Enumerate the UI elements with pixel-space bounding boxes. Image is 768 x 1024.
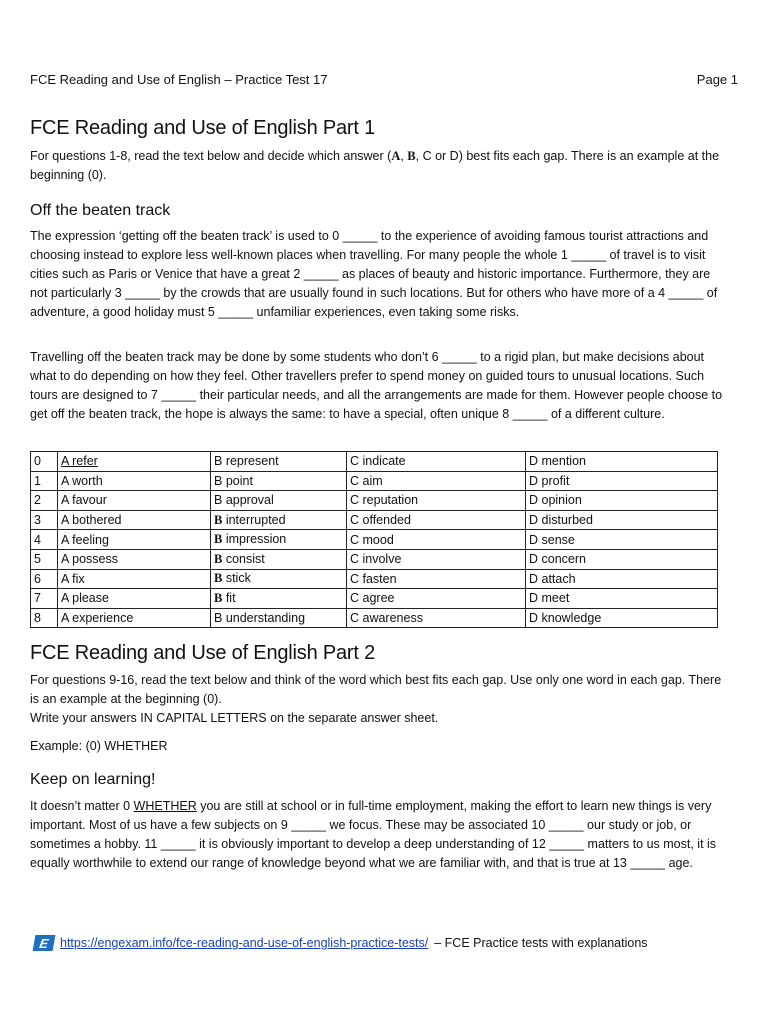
question-number: 0 <box>31 452 58 472</box>
question-number: 1 <box>31 471 58 491</box>
option-d: D disturbed <box>526 510 718 530</box>
part1-instructions: For questions 1-8, read the text below and decide which answer (A, B, C or D) best fits each gap. There is an example at the beginning (0). <box>30 149 720 182</box>
option-a: A please <box>58 589 211 609</box>
header-title: FCE Reading and Use of English – Practice Test 17 <box>30 72 328 87</box>
options-row <box>31 471 718 491</box>
option-b <box>211 530 347 550</box>
option-b-word: point <box>222 473 253 488</box>
footer-tagline: – FCE Practice tests with explanations <box>434 936 648 950</box>
option-d: D opinion <box>526 491 718 511</box>
question-number: 5 <box>31 549 58 569</box>
engexam-link[interactable]: https://engexam.info/fce-reading-and-use-of-english-practice-tests/ <box>60 936 429 950</box>
options-row <box>31 549 718 569</box>
option-b-letter: B <box>214 512 223 527</box>
option-c: C offended <box>347 510 526 530</box>
option-c: C involve <box>347 549 526 569</box>
option-b-letter: B <box>214 493 223 508</box>
part1-heading: FCE Reading and Use of English Part 1 <box>30 117 376 139</box>
running-header <box>30 72 738 87</box>
option-d: D concern <box>526 549 718 569</box>
option-b <box>211 608 347 628</box>
option-b-word: impression <box>222 532 287 547</box>
option-b-word: approval <box>222 493 274 508</box>
footer <box>34 935 648 951</box>
options-row <box>31 569 718 589</box>
option-b <box>211 471 347 491</box>
instr-letter-b: B <box>407 149 416 163</box>
part1-paragraph-2: Travelling off the beaten track may be done by some students who don’t 6 _____ to a rigid plan, but make decisions about what to do depending on how they feel. Other travellers prefer to spend money on guided tours to unusual locations. Such tours are designed to 7 _____ their particular needs, and all the arrangements are made for them. However people choose to get off the beaten track, the hope is always the same: to have a special, often unique 8 _____ of a different culture. <box>30 350 723 421</box>
option-b-letter: B <box>214 590 223 605</box>
option-d: D meet <box>526 589 718 609</box>
options-row <box>31 510 718 530</box>
option-d: D mention <box>526 452 718 472</box>
option-a: A feeling <box>58 530 211 550</box>
option-c: C fasten <box>347 569 526 589</box>
option-b-word: represent <box>222 454 279 469</box>
options-row <box>31 589 718 609</box>
option-a: A worth <box>58 471 211 491</box>
options-row <box>31 491 718 511</box>
part1-paragraph-1: The expression ‘getting off the beaten track’ is used to 0 _____ to the experience of avoiding famous tourist attractions and choosing instead to explore less well-known places when travelling. For many people the whole 1 _____ of travel is to visit cities such as Paris or Venice that have a great 2 _____ as places of beauty and historic importance. Furthermore, they are not particularly 3 _____ by the crowds that are usually found in such locations. But for others who have more of a 4 _____ of adventure, a good holiday must 5 _____ unfamiliar experiences, even taking some risks. <box>30 229 718 319</box>
option-c: C indicate <box>347 452 526 472</box>
example-correct-option: A refer <box>61 454 98 469</box>
option-b <box>211 569 347 589</box>
option-d: D profit <box>526 471 718 491</box>
option-b <box>211 491 347 511</box>
option-d: D knowledge <box>526 608 718 628</box>
option-c: C aim <box>347 471 526 491</box>
option-b-word: interrupted <box>222 512 286 527</box>
part2-heading: FCE Reading and Use of English Part 2 <box>30 642 376 664</box>
option-c: C agree <box>347 589 526 609</box>
options-table <box>30 451 718 628</box>
option-b-letter: B <box>214 473 223 488</box>
option-a: A bothered <box>58 510 211 530</box>
question-number: 2 <box>31 491 58 511</box>
options-row <box>31 608 718 628</box>
page-number: Page 1 <box>696 72 738 87</box>
part2-text-title: Keep on learning! <box>30 771 156 788</box>
question-number: 7 <box>31 589 58 609</box>
option-a: A experience <box>58 608 211 628</box>
question-number: 3 <box>31 510 58 530</box>
option-b-letter: B <box>214 571 223 586</box>
instr-letter-a: A <box>391 149 401 163</box>
option-a: A possess <box>58 549 211 569</box>
option-a <box>58 452 211 472</box>
option-b-word: fit <box>222 590 236 605</box>
option-b-word: understanding <box>222 611 306 626</box>
part2-paragraph: It doesn’t matter 0 WHETHER you are still at school or in full-time employment, making the effort to learn new things is very important. Most of us have a few subjects on 9 _____ we focus. These may be associated 10 _____ our study or job, or sometimes a hobby. 11 _____ it is obviously important to develop a deep understanding of 12 _____ matters to us most, it is equally worthwhile to extend our range of knowledge beyond what we are familiar with, and that is true at 13 _____ age. <box>30 799 717 870</box>
example-answer: WHETHER <box>133 799 197 813</box>
option-c: C awareness <box>347 608 526 628</box>
question-number: 6 <box>31 569 58 589</box>
question-number: 4 <box>31 530 58 550</box>
option-b-letter: B <box>214 532 223 547</box>
option-b <box>211 452 347 472</box>
option-b <box>211 549 347 569</box>
part2-instructions: For questions 9-16, read the text below and think of the word which best fits each gap. Use only one word in each gap. There is an example at the beginning (0). <box>30 673 722 706</box>
option-b-letter: B <box>214 611 223 626</box>
option-d: D attach <box>526 569 718 589</box>
option-b-word: consist <box>222 551 265 566</box>
option-a: A fix <box>58 569 211 589</box>
option-b-letter: B <box>214 551 223 566</box>
option-b <box>211 589 347 609</box>
options-row <box>31 530 718 550</box>
part1-text-title: Off the beaten track <box>30 202 171 219</box>
option-b <box>211 510 347 530</box>
option-a: A favour <box>58 491 211 511</box>
option-c: C mood <box>347 530 526 550</box>
option-d: D sense <box>526 530 718 550</box>
question-number: 8 <box>31 608 58 628</box>
option-b-letter: B <box>214 454 223 469</box>
part2-answer-instructions: Write your answers IN CAPITAL LETTERS on the separate answer sheet. <box>30 711 439 725</box>
option-b-word: stick <box>222 571 251 586</box>
options-row <box>31 452 718 472</box>
part2-example: Example: (0) WHETHER <box>30 739 168 753</box>
engexam-logo-icon: E <box>33 935 56 951</box>
option-c: C reputation <box>347 491 526 511</box>
